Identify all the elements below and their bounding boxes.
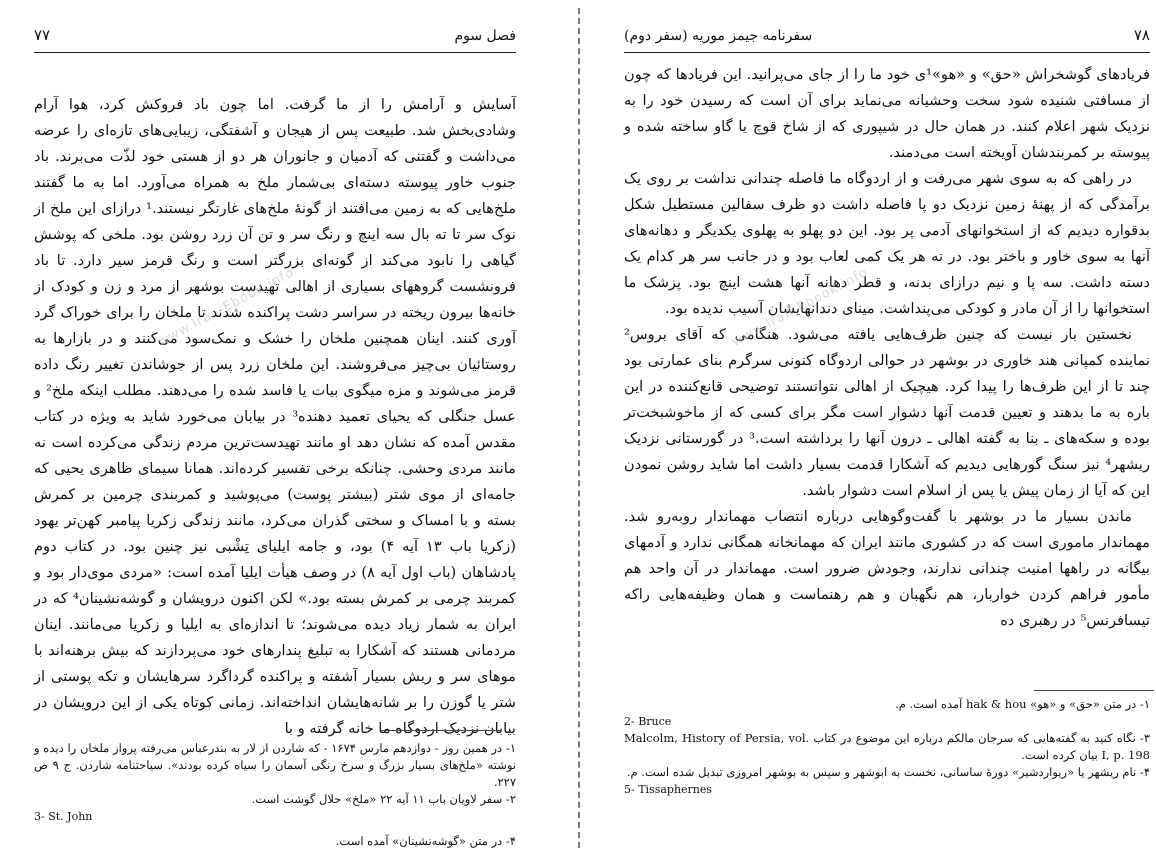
footnote: ۲- سفر لاویان باب ۱۱ آیه ۲۲ «ملخ» حلال گوشت است. [251, 792, 516, 806]
footnotes [624, 696, 1150, 798]
right-header [624, 22, 1150, 44]
body-text [624, 62, 1150, 634]
watermark: www.Iran-Ebook.info [729, 265, 871, 350]
running-head: فصل سوم [454, 28, 516, 44]
paragraph: فریادهای گوشخراش «حق» و «هو»¹ی خود ما را از جای می‌پرانید. این فریادها که چون از مسافتی شنیده شود سخت وحشیانه می‌نماید برای آن است که رسیدن خود را به نزدیک شهر اعلام کنند. در همان حال در شیپوری که از شاخ قوچ یا گاو ساخته شده و پیوسته بر کمربندشان آویخته است می‌دمند. [624, 66, 1150, 161]
footnote: ۴- نام ریشهر یا «ریوارد‌شیر» دورهٔ ساسانی، نخست به ابوشهر و سپس به بوشهر امروزی تبدیل شده است. م. [626, 765, 1150, 779]
footnotes [34, 740, 516, 850]
footnote-latin: 2- Bruce [624, 715, 672, 728]
footnote-latin: 5- Tissaphernes [624, 783, 713, 796]
footnote: ۴- در متن «گوشه‌نشینان» آمده است. [335, 834, 516, 848]
right-page [584, 0, 1156, 856]
footnote-separator [380, 730, 500, 731]
footnote-separator [1034, 690, 1154, 691]
left-page [0, 0, 568, 856]
page-gutter [578, 8, 580, 848]
watermark: www.Iran-Ebook.info [155, 265, 297, 350]
footnote-latin: 3- St. John [34, 810, 93, 823]
footnote: ۱- در همین روز - دوازدهم مارس ۱۶۷۴ - که شاردن از لار به بندرعباس می‌رفته پرواز ملخان را دیده و نوشته «ملخ‌های بسیار بزرگ و سرخ رنگی آسمان را سیاه کرده بودند». سیاحتنامه شاردن. ج ۹ ص ۲۲۷. [34, 741, 516, 789]
left-header [34, 22, 516, 44]
footnote: ۱- در متن «حق» و «هو» hak & hou آمده است. م. [895, 697, 1150, 711]
paragraph: ماندن بسیار ما در بوشهر با گفت‌وگوهایی درباره انتصاب مهماندار روبه‌رو شد. مهماندار ماموری است که در کشوری مانند ایران که مهمانخانه همگانی ندارد و آدمهای بیگانه در راهها امنیت چندانی ندارند، وجودش ضرور است. مهماندار در آن واحد هم مأمور فراهم کردن خواربار، هم نگهبان و هم رهنماست و همان وظیفه‌هایی راکه تیسافرنس⁵ در رهبری ده [624, 508, 1150, 629]
paragraph: در راهی که به سوی شهر می‌رفت و از اردوگاه ما فاصله چندانی نداشت بر روی یک برآمدگی که از پهنهٔ زمین نزدیک دو پا فاصله داشت دو ظرف سفالین مستطیل شکل بدقواره دیدیم که از استخوانهای آدمی پر بود. این دو پهلو به پهلوی یکدیگر و دهانه‌های آنها به سوی خاور و باختر بود. در ته هر یک کمی لعاب بود و در جانب سر هر کدام یک دسته داشت. سه پا و نیم درازای بدنه، و قطر دهانه آنها هشت اینچ بود. پزشک ما استخوانها را از آن مادر و کودکی می‌پنداشت. مینای دندانهایشان آسیب ندیده بود. [624, 170, 1150, 317]
page-number: ۷۸ [1133, 26, 1150, 44]
page-number: ۷۷ [34, 26, 51, 44]
running-head: سفرنامه جیمز موریه (سفر دوم) [624, 28, 813, 44]
body-text [34, 92, 516, 742]
header-rule [624, 52, 1150, 53]
paragraph: آسایش و آرامش را از ما گرفت. اما چون باد فروکش کرد، هوا آرام وشادی‌بخش شد. طبیعت پس از هیجان و آشفتگی، زیبایی‌های تازه‌ای را عرضه می‌داشت و گفتنی که آدمیان و جانوران هر دو از هستی خود لذّت می‌برند. باد جنوب خاور پیوسته دسته‌ای بی‌شمار ملخ به همراه می‌آورد. اما به ما گفتند ملخ‌هایی که به زمین می‌افتند از گونهٔ ملخ‌های غارتگر نیستند.¹ درازای این ملخ از نوک سر تا ته بال سه اینچ و رنگ سر و تن آن زرد روشن بود. ملخی که پوشش گیاهی را نابود می‌کند از گونه‌ای بزرگتر است و رنگ قرمز سیر دارد. تا باد فرونشست گروههای بسیاری از اهالی تهیدست بوشهر از مرد و زن و کودک از خانه‌ها بیرون ریخته در سراسر دشت پراکنده شدند تا ملخان را برای خوراک گرد آوری کنند. اینان همچنین ملخان را خشک و نمک‌سود می‌کنند و در بازارها به روستائیان بی‌چیز می‌فروشند. این ملخان زرد پس از جوشاندن تغییر رنگ داده قرمز می‌شوند و مزه میگوی بیات یا فاسد شده را می‌دهند. مطلب اینکه ملخ² و عسل جنگلی که یحیای تعمید دهنده³ در بیابان می‌خورد شاید به ویژه در کتاب مقدس آمده که نشان دهد او مانند تهیدست‌ترین مردم زندگی می‌کرده است نه مانند مردی وحشی. چنانکه برخی تفسیر کرده‌اند. همانا سیمای ظاهری یحیی که جامه‌ای از موی شتر (بیشتر پوست) می‌پوشید و کمربندی چرمین بر کمرش بسته و با امساک و سختی گذران می‌کرد، مانند زندگی زکریا پیامبر کهن‌تر یهود (زکریا باب ۱۳ آیه ۴) بود، و جامه ایلیای تِشْبی نیز چنین بود. در کتاب دوم پادشاهان (باب اول آیه ۸) در وصف هیأت ایلیا آمده است: «مردی موی‌دار بود و کمربند چرمی بر کمرش بسته بود.» لکن اکنون درویشان و گوشه‌نشینان⁴ که در ایران به شمار زیاد دیده می‌شوند؛ تا اندازه‌ای به ایلیا و زکریا می‌مانند. اینان مردمانی هستند که آشکارا به تبلیغ پندارهای خود می‌پردازند که بیش برهنه‌اند با موهای سر و ریش بسیار آشفته و پراکنده گرداگرد سرهایشان و تکه پوستی از شتر یا گوزن را بر شانه‌هایشان انداخته‌اند. زمانی کوتاه یکی از این درویشان در بیابان نزدیک اردوگاه ما خانه گرفته و با [34, 96, 517, 737]
paragraph: نخستین بار نیست که چنین ظرف‌هایی یافته می‌شود. هنگامی که آقای بروس² نماینده کمپانی هند خاوری در بوشهر در حوالی اردوگاه کنونی سرگرم بنای عمارتی بود چند تا از این ظرف‌ها را پیدا کرد. هیچیک از اهالی نتوانستند توضیحی قانع‌کننده در این باره به ما بدهند و تعیین قدمت آنها دشوار است مگر برای کسی که از ماخوشبخت‌تر بوده و سکه‌های ـ بنا به گفته اهالی ـ درون آنها را برداشته است.³ در گورستانی نزدیک ریشهر⁴ نیز سنگ گورهایی دیدیم که آشکارا قدمت بسیار داشت اما شاید روشن نمودن این که آیا از زمان پیش یا پس از اسلام است دشوار باشد. [624, 326, 1150, 499]
footnote: ۳- نگاه کنید به گفته‌هایی که سرجان مالکم درباره این موضوع در کتاب Malcolm, History of Persia, vol. I, p. 198 بیان کرده است. [624, 731, 1150, 762]
header-rule [34, 52, 516, 53]
